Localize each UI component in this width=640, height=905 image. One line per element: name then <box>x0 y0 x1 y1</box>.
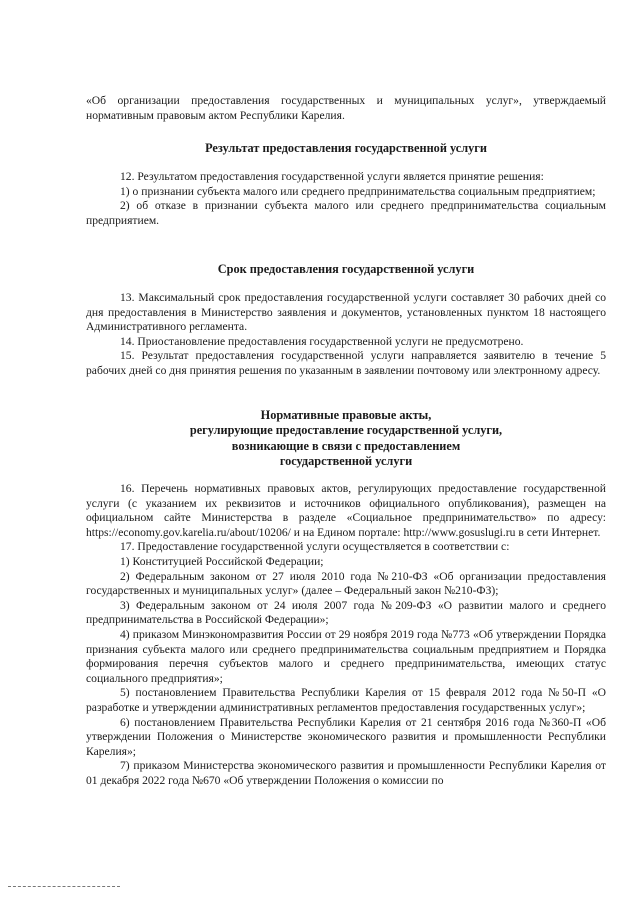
paragraph-14: 14. Приостановление предоставления государственной услуги не предусмотрено. <box>120 334 524 348</box>
paragraph-17-1: 1) Конституцией Российской Федерации; <box>120 554 324 568</box>
paragraph-12-2: 2) об отказе в признании субъекта малого или среднего предпринимательства социальным предприятием. <box>86 199 606 227</box>
paragraph-17-5: 5) постановлением Правительства Республики Карелия от 15 февраля 2012 года №50-П «О разработке и утверждении административных регламентов предоставления государственных услуг»; <box>86 686 606 714</box>
section-heading-acts-line-4: государственной услуги <box>279 454 413 469</box>
paragraph-15: 15. Результат предоставления государственной услуги направляется заявителю в течение 5 рабочих дней со дня принятия решения по указанным в заявлении почтовому или электронному адресу. <box>86 349 606 377</box>
paragraph-16: 16. Перечень нормативных правовых актов, регулирующих предоставление государственной услуги (с указанием их реквизитов и источников официального опубликования), размещен на официальном сайте Министерства в разделе «Социальное предпринимательство» по адресу: https://economy.gov.karelia.ru/about/10206/ и на Едином портале: http://www.gosuslugi.ru в сети Интернет. <box>86 482 606 539</box>
paragraph-12-1: 1) о признании субъекта малого или среднего предпринимательства социальным предприятием; <box>120 184 596 198</box>
term-paragraphs <box>86 291 606 379</box>
acts-section <box>86 408 606 470</box>
paragraph-12: 12. Результатом предоставления государственной услуги является принятие решения: <box>120 170 544 183</box>
result-section <box>86 141 606 156</box>
paragraph-17: 17. Предоставление государственной услуги осуществляется в соответствии с: <box>120 540 510 554</box>
section-heading-term: Срок предоставления государственной услуги <box>217 262 475 276</box>
paragraph-13: 13. Максимальный срок предоставления государственной услуги составляет 30 рабочих дней со дня предоставления в Министерство заявления и документов, установленных пунктом 18 настоящего Административного регламента. <box>86 291 606 334</box>
footer-scan-line <box>8 886 120 887</box>
section-heading-acts-line-2: регулирующие предоставление государственной услуги, <box>189 423 503 438</box>
section-heading-acts-line-3: возникающие в связи с предоставлением <box>231 438 461 453</box>
paragraph-17-7: 7) приказом Министерства экономического развития и промышленности Республики Карелия от 01 декабря 2022 года №670 «Об утверждении Положения о комиссии по <box>86 759 606 787</box>
paragraph-17-6: 6) постановлением Правительства Республики Карелия от 21 сентября 2016 года №360-П «Об утверждении Положения о Министерстве экономического развития и промышленности Республики Карелия»; <box>86 715 606 758</box>
term-section <box>86 262 606 277</box>
section-heading-acts-line-1: Нормативные правовые акты, <box>260 408 432 422</box>
result-paragraphs <box>86 170 606 228</box>
paragraph-17-4: 4) приказом Минэкономразвития России от 29 ноября 2019 года №773 «Об утверждении Порядка признания субъекта малого или среднего предпринимательства социальным предприятием и Порядка формирования перечня субъектов малого и среднего предпринимательства, имеющих статус социального предприятия»; <box>86 627 606 685</box>
intro-paragraph: «Об организации предоставления государственных и муниципальных услуг», утверждаемый нормативным правовым актом Республики Карелия. <box>86 94 606 122</box>
intro-block <box>86 94 606 123</box>
section-heading-result: Результат предоставления государственной услуги <box>205 141 487 155</box>
paragraph-17-2: 2) Федеральным законом от 27 июля 2010 года №210-ФЗ «Об организации предоставления государственных и муниципальных услуг» (далее – Федеральный закон №210-ФЗ); <box>86 569 606 598</box>
paragraph-17-3: 3) Федеральным законом от 24 июля 2007 года №209-ФЗ «О развитии малого и среднего предпринимательства в Российской Федерации»; <box>86 598 606 627</box>
acts-paragraphs <box>86 482 606 788</box>
